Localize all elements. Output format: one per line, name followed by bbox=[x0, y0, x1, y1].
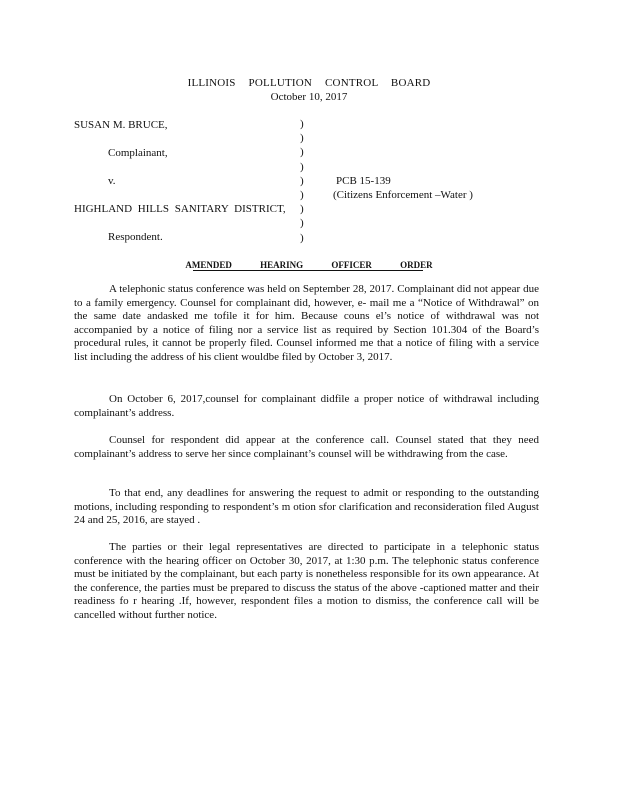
respondent-role: Respondent. bbox=[108, 231, 163, 243]
paren: ) bbox=[300, 174, 304, 187]
case-type: (Citizens Enforcement –Water ) bbox=[333, 189, 473, 201]
paragraph-5: The parties or their legal representatives are directed to participate in a telephonic status conference with the hearing officer on October 30, 2017, at 1:30 p.m. The telephonic status conference must be initiated by the complainant, but each party is nonetheless responsible for its own appearance. At the conference, the parties must be prepared to discuss the status of the above -captioned matter and their readiness fo r hearing .If, however, respondent files a motion to dismiss, the conference call will be cancelled without further notice. bbox=[74, 541, 539, 621]
paren: ) bbox=[300, 160, 304, 173]
paragraph-4: To that end, any deadlines for answering the request to admit or responding to the outstanding motions, including responding to respondent’s m otion sfor clarification and reconsideration filed August 24 and 25, 2016, are stayed . bbox=[74, 487, 539, 526]
paragraph-2: On October 6, 2017,counsel for complainant didfile a proper notice of withdrawal including complainant’s address. bbox=[74, 393, 539, 419]
order-date: October 10, 2017 bbox=[270, 91, 348, 103]
respondent-name: HIGHLAND HILLS SANITARY DISTRICT, bbox=[74, 203, 286, 215]
paragraph-3: Counsel for respondent did appear at the conference call. Counsel stated that they need complainant’s address to serve her since complainant’s counsel will be withdrawing from the case. bbox=[74, 434, 539, 460]
complainant-name: SUSAN M. BRUCE, bbox=[74, 119, 168, 131]
paren: ) bbox=[300, 188, 304, 201]
paren: ) bbox=[300, 118, 304, 130]
paren: ) bbox=[300, 217, 304, 230]
order-heading: AMENDED HEARING OFFICER ORDER bbox=[185, 260, 433, 270]
caption-parentheses bbox=[300, 118, 310, 246]
paren: ) bbox=[300, 146, 304, 159]
paren: ) bbox=[300, 203, 304, 216]
order-heading-underline bbox=[193, 270, 423, 271]
complainant-role: Complainant, bbox=[108, 147, 168, 159]
paren: ) bbox=[300, 132, 304, 145]
paren: ) bbox=[300, 231, 304, 244]
case-number: PCB 15-139 bbox=[336, 175, 391, 187]
agency-title: ILLINOIS POLLUTION CONTROL BOARD bbox=[187, 77, 431, 89]
paragraph-1: A telephonic status conference was held on September 28, 2017. Complainant did not appear due to a family emergency. Counsel for complainant did, however, e- mail me a “Notice of Withdrawal” on the same date andasked me tofile it for him. Because couns el’s notice of withdrawal was not accompanied by a notice of filing nor a service list as required by Section 101.304 of the Board’s procedural rules, it cannot be properly filed. Counsel informed me that a notice of filing with a service list including the address of his client wouldbe filed by October 3, 2017. bbox=[74, 283, 539, 363]
versus-label: v. bbox=[108, 175, 116, 187]
